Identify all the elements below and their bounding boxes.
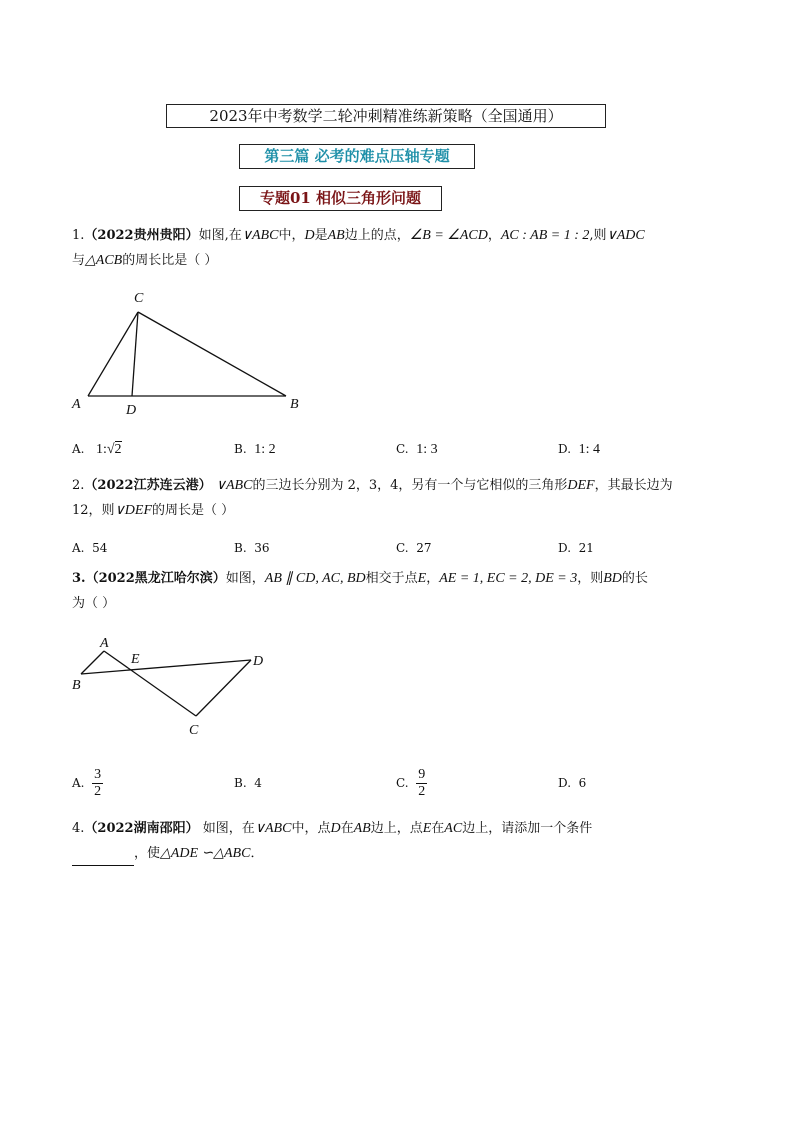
question-4: 4.（2022湖南邵阳） 如图，在∨ABC中，点D在AB边上，点E在AC边上，请添加一个条件 ，使△ADE ∽△ABC． — [72, 816, 724, 866]
q3-label-a: A — [100, 636, 109, 651]
q4-answer-blank[interactable] — [72, 851, 134, 866]
q3-segment-ac — [104, 651, 196, 716]
q3-source: （2022黑龙江哈尔滨） — [85, 571, 226, 586]
q1-option-b[interactable]: B. 1: 2 — [234, 442, 276, 457]
q1-source: （2022贵州贵阳） — [84, 228, 199, 243]
q1-number: 1. — [72, 228, 85, 243]
q4-number: 4. — [72, 821, 85, 836]
q2-number: 2. — [72, 478, 85, 493]
q3-label-c: C — [189, 723, 199, 738]
q1-label-a: A — [72, 397, 81, 412]
q3-number: 3. — [72, 571, 86, 586]
question-1: 1.（2022贵州贵阳）如图,在∨ABC中，D是AB边上的点，∠B = ∠ACD，AC : AB = 1 : 2,则∨ADC 与△ACB的周长比是（ ） — [72, 228, 645, 268]
part-heading: 第三篇 必考的难点压轴专题 — [239, 144, 475, 169]
q1-option-c[interactable]: C. 1: 3 — [396, 442, 438, 457]
question-2: 2.（2022江苏连云港） ∨ABC的三边长分别为 2，3，4，另有一个与它相似的三角形DEF，其最长边为 12，则∨DEF的周长是（ ） — [72, 478, 673, 518]
q3-option-d[interactable]: D. 6 — [558, 776, 587, 790]
q3-option-a[interactable]: A. $\frac{3}{2}$ — [72, 767, 102, 799]
q3-label-d: D — [253, 654, 264, 669]
topic-heading: 专题01 相似三角形问题 — [239, 186, 442, 211]
q3-options — [72, 766, 724, 800]
q3-option-b[interactable]: B. 4 — [234, 776, 262, 790]
q2-source: （2022江苏连云港） — [84, 478, 212, 493]
q3-segment-cd — [196, 660, 251, 716]
q1-option-d[interactable]: D. 1: 4 — [558, 442, 601, 457]
document-title: 2023年中考数学二轮冲刺精准练新策略（全国通用） — [166, 104, 606, 128]
q3-segment-ab — [81, 651, 104, 674]
q1-label-d: D — [126, 403, 137, 418]
q2-option-a[interactable]: A. 54 — [72, 541, 108, 555]
q2-option-c[interactable]: C. 27 — [396, 541, 432, 555]
q3-option-c[interactable]: C. $\frac{9}{2}$ — [396, 767, 426, 799]
q1-label-c: C — [134, 291, 144, 306]
q1-option-a[interactable]: A. 1:√2 — [72, 442, 122, 457]
q3-segment-bd — [81, 660, 251, 674]
q2-option-b[interactable]: B. 36 — [234, 541, 270, 555]
q2-option-d[interactable]: D. 21 — [558, 541, 594, 555]
q3-label-b: B — [72, 678, 81, 693]
q1-label-b: B — [290, 397, 299, 412]
q4-source: （2022湖南邵阳） — [84, 821, 199, 836]
question-3: 3.（2022黑龙江哈尔滨）如图，AB ∥ CD, AC, BD相交于点E，AE = 1, EC = 2, DE = 3，则BD的长 为（ ） — [72, 571, 648, 611]
q3-label-e: E — [131, 652, 140, 667]
